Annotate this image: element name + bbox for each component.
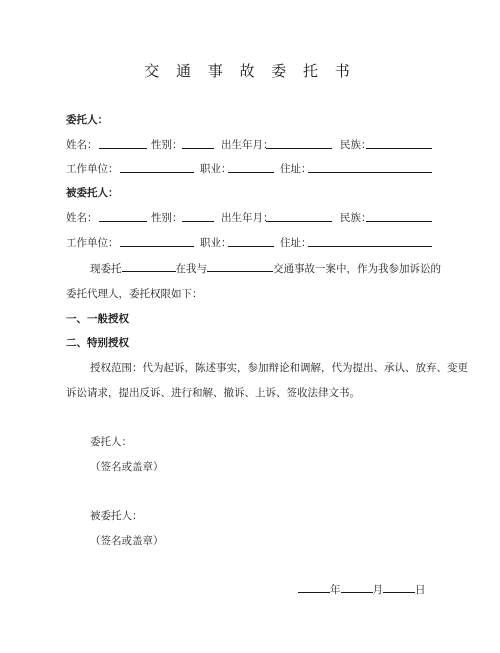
principal-ethnicity-label: 民族： xyxy=(340,139,372,151)
agent-ethnicity-blank[interactable] xyxy=(366,221,432,222)
scope-line-2: 诉讼请求，提出反诉、进行和解、撤诉、上诉、签收法律文书。 xyxy=(66,387,360,399)
principal-name-label: 姓名： xyxy=(66,139,98,151)
principal-birth-label: 出生年月： xyxy=(221,139,274,151)
agent-signature-note: （签名或盖章） xyxy=(90,535,164,547)
special-authorization-heading: 二、特别授权 xyxy=(66,337,129,349)
principal-row-2 xyxy=(66,161,436,175)
principal-job-label: 职业： xyxy=(200,163,232,175)
agent-section-heading: 被委托人： xyxy=(66,187,119,199)
agent-birth-blank[interactable] xyxy=(266,221,332,222)
principal-signature-label: 委托人： xyxy=(90,436,132,448)
entrust-text-b: 在我与 xyxy=(175,263,207,275)
agent-gender-blank[interactable] xyxy=(182,221,214,222)
agent-name-label: 姓名： xyxy=(66,212,98,224)
principal-job-blank[interactable] xyxy=(228,172,274,173)
agent-gender-label: 性别： xyxy=(151,212,183,224)
principal-address-blank[interactable] xyxy=(308,172,432,173)
principal-employer-blank[interactable] xyxy=(120,172,194,173)
month-label: 月 xyxy=(372,584,383,596)
agent-employer-label: 工作单位： xyxy=(66,237,119,249)
scope-line-1: 授权范围：代为起诉，陈述事实，参加辩论和调解，代为提出、承认、放弃、变更 xyxy=(90,362,468,374)
agent-employer-blank[interactable] xyxy=(120,246,194,247)
agent-signature-label: 被委托人： xyxy=(90,510,143,522)
principal-row-1 xyxy=(66,137,436,151)
agent-row-1 xyxy=(66,210,436,224)
principal-ethnicity-blank[interactable] xyxy=(366,148,432,149)
year-blank[interactable] xyxy=(298,582,330,593)
principal-signature-note: （签名或盖章） xyxy=(90,461,164,473)
agent-address-label: 住址： xyxy=(280,237,312,249)
entrust-text-c: 交通事故一案中，作为我参加诉讼的 xyxy=(273,263,441,275)
entrust-paragraph-line-2: 委托代理人，委托权限如下： xyxy=(66,288,203,300)
day-blank[interactable] xyxy=(383,582,415,593)
agent-birth-label: 出生年月： xyxy=(221,212,274,224)
principal-name-blank[interactable] xyxy=(99,148,147,149)
principal-gender-label: 性别： xyxy=(151,139,183,151)
general-authorization-heading: 一、一般授权 xyxy=(66,313,129,325)
day-label: 日 xyxy=(415,584,426,596)
principal-employer-label: 工作单位： xyxy=(66,163,119,175)
date-line xyxy=(298,582,426,597)
principal-gender-blank[interactable] xyxy=(182,148,214,149)
agent-job-label: 职业： xyxy=(200,237,232,249)
agent-row-2 xyxy=(66,235,436,249)
agent-address-blank[interactable] xyxy=(308,246,432,247)
year-label: 年 xyxy=(330,584,341,596)
agent-name-inline-blank[interactable] xyxy=(122,261,176,272)
principal-birth-blank[interactable] xyxy=(266,148,332,149)
other-party-inline-blank[interactable] xyxy=(207,261,273,272)
document-title: 交 通 事 故 委 托 书 xyxy=(144,62,356,80)
agent-ethnicity-label: 民族： xyxy=(340,212,372,224)
agent-name-blank[interactable] xyxy=(99,221,147,222)
agent-job-blank[interactable] xyxy=(228,246,274,247)
month-blank[interactable] xyxy=(341,582,373,593)
principal-address-label: 住址： xyxy=(280,163,312,175)
entrust-paragraph-line-1 xyxy=(90,261,441,276)
principal-section-heading: 委托人： xyxy=(66,114,108,126)
entrust-text-a: 现委托 xyxy=(90,263,122,275)
